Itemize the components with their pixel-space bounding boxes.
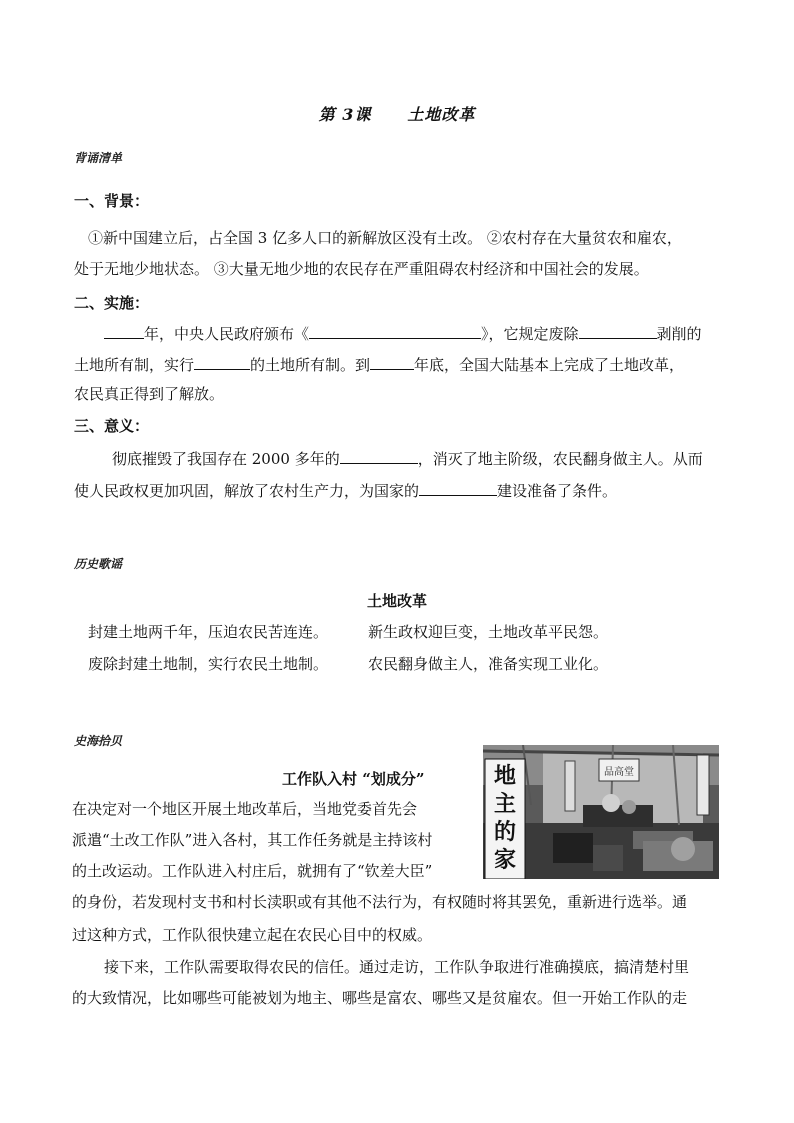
blank-year[interactable] <box>104 322 144 339</box>
photo-plaque-text: 品高堂 <box>604 767 634 778</box>
impl-text-2c: 年底，全国大陆基本上完成了土地改革， <box>414 356 685 374</box>
section-tag-recitation: 背诵清单 <box>74 151 123 165</box>
sig-text-2b: 建设准备了条件。 <box>497 482 618 500</box>
impl-text-1c: 剥削的 <box>656 325 702 343</box>
impl-text-1a: 年，中央人民政府颁布《 <box>144 325 310 343</box>
implementation-line-2 <box>74 353 684 375</box>
blank-industrialization[interactable] <box>419 479 497 496</box>
implementation-line-3: 农民真正得到了解放。 <box>74 385 225 403</box>
background-line-1: ①新中国建立后，占全国 3 亿多人口的新解放区没有土改。 ②农村存在大量贫农和雇农， <box>88 229 682 247</box>
story-title: 工作队入村 “划成分” <box>282 770 425 788</box>
ballad-row1-right: 新生政权迎巨变，土地改革平民怨。 <box>368 623 609 641</box>
implementation-line-1 <box>104 322 702 344</box>
photo-sign-char-2: 主 <box>493 791 517 817</box>
photo-sign-char-1: 地 <box>493 763 517 789</box>
photo-sign-char-4: 家 <box>493 847 517 873</box>
landlord-house-photo <box>483 745 719 879</box>
background-line-2: 处于无地少地状态。 ③大量无地少地的农民存在严重阻碍农村经济和中国社会的发展。 <box>74 260 649 278</box>
story-line-6: 接下来，工作队需要取得农民的信任。通过走访，工作队争取进行准确摸底，搞清楚村里 <box>104 958 690 976</box>
ballad-row2-right: 农民翻身做主人，准备实现工业化。 <box>368 655 609 673</box>
story-line-1: 在决定对一个地区开展土地改革后，当地党委首先会 <box>72 800 418 818</box>
story-line-2: 派遣“土改工作队”进入各村，其工作任务就是主持该村 <box>72 831 433 849</box>
blank-law-name[interactable] <box>309 322 481 339</box>
blank-system[interactable] <box>340 447 418 464</box>
sig-text-2a: 使人民政权更加巩固，解放了农村生产力，为国家的 <box>74 482 420 500</box>
story-line-5: 过这种方式，工作队很快建立起在农民心目中的权威。 <box>72 926 433 944</box>
story-line-4: 的身份，若发现村支书和村长渎职或有其他不法行为，有权随时将其罢免，重新进行选举。通 <box>72 893 688 911</box>
impl-text-2b: 的土地所有制。到 <box>250 356 371 374</box>
ballad-title: 土地改革 <box>366 592 427 610</box>
significance-line-1 <box>112 447 703 469</box>
blank-ownership[interactable] <box>194 353 250 370</box>
heading-implementation: 二、实施： <box>74 294 150 312</box>
lesson-topic: 土地改革 <box>407 105 476 124</box>
ballad-row1-left: 封建土地两千年，压迫农民苦连连。 <box>88 623 329 641</box>
heading-background: 一、背景： <box>74 192 150 210</box>
ballad-row2-left: 废除封建土地制，实行农民土地制。 <box>88 655 329 673</box>
sig-text-1b: ，消灭了地主阶级，农民翻身做主人。从而 <box>417 450 703 468</box>
significance-line-2 <box>74 479 617 501</box>
blank-end-year[interactable] <box>370 353 414 370</box>
impl-text-1b: 》，它规定废除 <box>481 325 579 343</box>
section-tag-story: 史海拾贝 <box>74 734 123 748</box>
blank-abolish[interactable] <box>579 322 657 339</box>
photo-sign-char-3: 的 <box>493 819 517 845</box>
sig-text-1a: 彻底摧毁了我国存在 2000 多年的 <box>112 450 340 468</box>
lesson-number: 第 3课 <box>318 105 372 124</box>
section-tag-ballad: 历史歌谣 <box>74 557 123 571</box>
heading-significance: 三、意义： <box>74 417 150 435</box>
story-line-7: 的大致情况，比如哪些可能被划为地主、哪些是富农、哪些又是贫雇农。但一开始工作队的走 <box>72 989 688 1007</box>
impl-text-2a: 土地所有制，实行 <box>74 356 195 374</box>
story-line-3: 的土改运动。工作队进入村庄后，就拥有了“钦差大臣” <box>72 862 433 880</box>
page-title <box>0 102 794 125</box>
